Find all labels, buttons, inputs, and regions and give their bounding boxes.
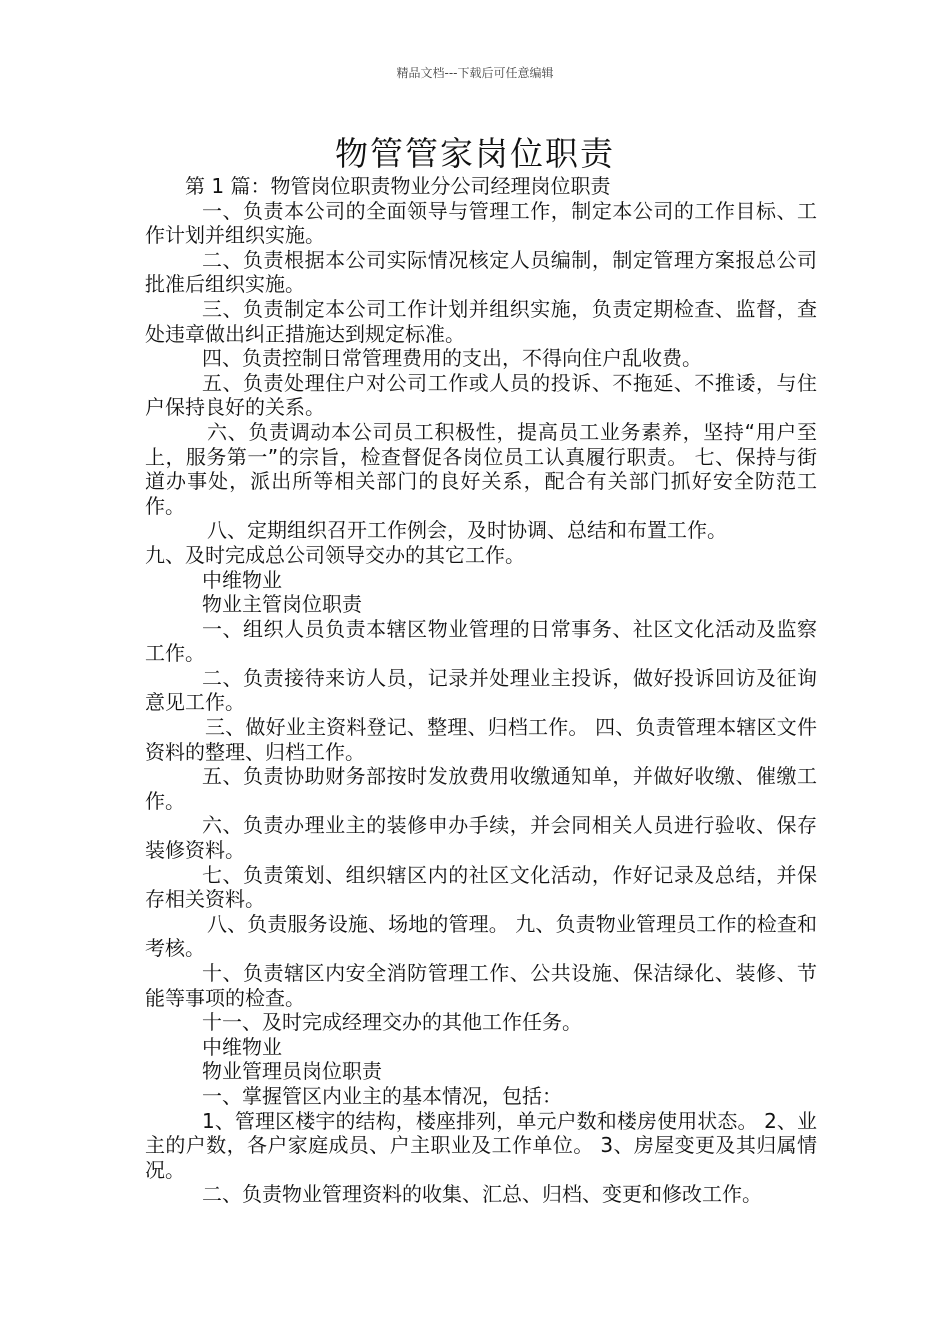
- paragraph: 五、负责处理住户对公司工作或人员的投诉、不拖延、不推诿，与住户保持良好的关系。: [145, 370, 817, 420]
- paragraph: 1、管理区楼宇的结构，楼座排列，单元户数和楼房使用状态。 2、业主的户数，各户家庭成员、户主职业及工作单位。 3、房屋变更及其归属情况。: [145, 1108, 817, 1182]
- document-body: [145, 174, 817, 1207]
- paragraph: 七、负责策划、组织辖区内的社区文化活动，作好记录及总结，并保存相关资料。: [145, 862, 817, 912]
- paragraph: 十一、及时完成经理交办的其他工作任务。: [202, 1010, 582, 1035]
- paragraph: 十、负责辖区内安全消防管理工作、公共设施、保洁绿化、装修、节能等事项的检查。: [145, 961, 817, 1010]
- paragraph: 八、定期组织召开工作例会，及时协调、总结和布置工作。: [207, 518, 727, 543]
- paragraph: 八、负责服务设施、场地的管理。 九、负责物业管理员工作的检查和考核。: [145, 911, 817, 961]
- paragraph: 六、负责调动本公司员工积极性，提高员工业务素养，坚持“用户至上，服务第一”的宗旨，检查督促各岗位员工认真履行职责。 七、保持与街道办事处，派出所等相关部门的良好关系，配合有关部门抓好安全防范工作。: [145, 419, 817, 518]
- paragraph: 三、负责制定本公司工作计划并组织实施，负责定期检查、监督，查处违章做出纠正措施达到规定标准。: [145, 296, 817, 346]
- company-name: 中维物业: [202, 567, 282, 592]
- page-header: 精品文档---下载后可任意编辑: [396, 66, 554, 80]
- paragraph: 三、做好业主资料登记、整理、归档工作。 四、负责管理本辖区文件资料的整理、归档工作。: [145, 715, 817, 764]
- paragraph: 五、负责协助财务部按时发放费用收缴通知单，并做好收缴、催缴工作。: [145, 764, 817, 813]
- paragraph: 六、负责办理业主的装修申办手续，并会同相关人员进行验收、保存装修资料。: [145, 813, 817, 863]
- document-title: 物管管家岗位职责: [335, 134, 615, 173]
- paragraph: 二、负责接待来访人员，记录并处理业主投诉，做好投诉回访及征询意见工作。: [145, 665, 817, 715]
- paragraph: 四、负责控制日常管理费用的支出，不得向住户乱收费。: [202, 346, 702, 371]
- paragraph: 二、负责根据本公司实际情况核定人员编制，制定管理方案报总公司批准后组织实施。: [145, 247, 817, 297]
- paragraph: 一、组织人员负责本辖区物业管理的日常事务、社区文化活动及监察工作。: [145, 616, 817, 666]
- paragraph: 一、掌握管区内业主的基本情况，包括：: [202, 1083, 562, 1108]
- paragraph: 二、负责物业管理资料的收集、汇总、归档、变更和修改工作。: [202, 1182, 762, 1207]
- company-name: 中维物业: [202, 1034, 282, 1059]
- section-heading: 第 1 篇：物管岗位职责物业分公司经理岗位职责: [185, 174, 611, 198]
- paragraph: 一、负责本公司的全面领导与管理工作，制定本公司的工作目标、工作计划并组织实施。: [145, 198, 817, 248]
- paragraph: 九、及时完成总公司领导交办的其它工作。: [145, 542, 525, 567]
- section-heading: 物业主管岗位职责: [202, 592, 362, 617]
- section-heading: 物业管理员岗位职责: [202, 1059, 382, 1084]
